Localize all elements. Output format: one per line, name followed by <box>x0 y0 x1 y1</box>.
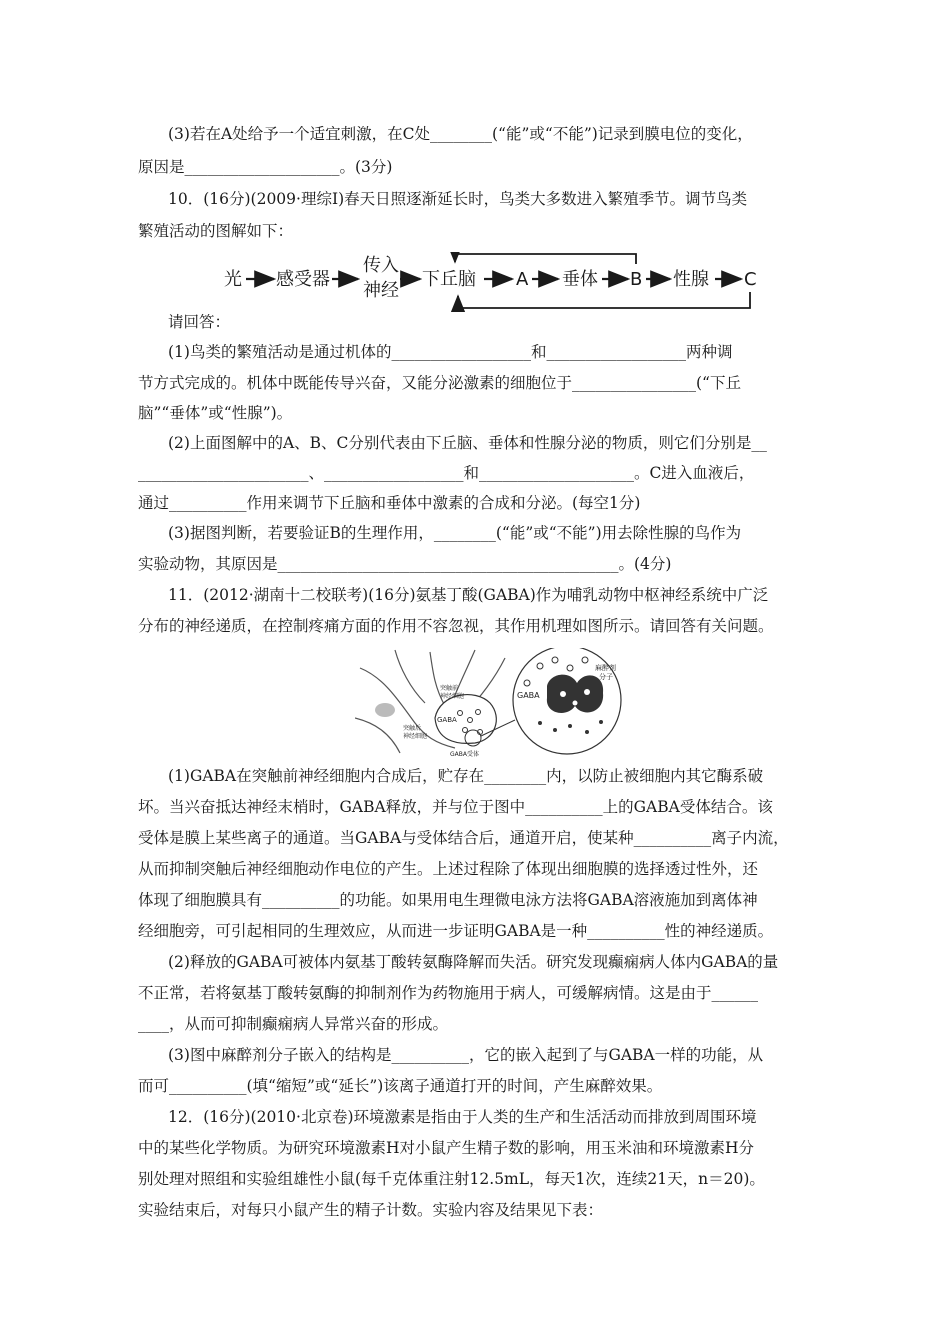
label-gaba: GABA <box>517 691 540 700</box>
q11-part1-line1: (1)GABA在突触前神经细胞内合成后，贮存在________内，以防止被细胞内其它酶系破 <box>168 767 764 785</box>
label-postsynaptic-1: 突触后 <box>403 725 422 732</box>
q11-stem-line2: 分布的神经递质，在控制疼痛方面的作用不容忽视，其作用机理如图所示。请回答有关问题。 <box>138 617 774 635</box>
label-presynaptic-2: 神经细胞 <box>440 693 465 700</box>
node-receptor: 感受器 <box>276 269 330 290</box>
node-b: B <box>630 269 643 290</box>
q12-stem-line1: 12．(16分)(2010·北京卷)环境激素是指由于人类的生产和生活活动而排放到周围环境 <box>168 1108 757 1126</box>
node-c: C <box>744 269 757 290</box>
q11-part3-line1: (3)图中麻醉剂分子嵌入的结构是__________，它的嵌入起到了与GABA一样的功能，从 <box>168 1046 764 1064</box>
q10-stem-line1: 10．(16分)(2009·理综Ⅰ)春天日照逐渐延长时，鸟类大多数进入繁殖季节。调节鸟类 <box>168 190 748 208</box>
q11-part2-line3: ____，从而可抑制癫痫病人异常兴奋的形成。 <box>138 1015 449 1033</box>
q10-stem-line2: 繁殖活动的图解如下： <box>138 222 294 240</box>
q11-part1-line4: 从而抑制突触后神经细胞动作电位的产生。上述过程除了体现出细胞膜的选择透过性外，还 <box>138 860 759 878</box>
q11-part2-line2: 不正常，若将氨基丁酸转氨酶的抑制剂作为药物施用于病人，可缓解病情。这是由于______ <box>138 984 759 1002</box>
q12-stem-line3: 别处理对照组和实验组雄性小鼠(每千克体重注射12.5mL，每天1次，连续21天，n＝20)。 <box>138 1170 765 1188</box>
label-anesthetic-1: 麻醉剂 <box>595 664 616 672</box>
node-hypothalamus: 下丘脑 <box>422 269 476 290</box>
node-a: A <box>516 269 529 290</box>
q11-part1-line2: 坏。当兴奋抵达神经末梢时，GABA释放，并与位于图中__________上的GABA受体结合。该 <box>138 798 773 816</box>
label-anesthetic-2: 分子 <box>599 673 613 681</box>
node-gonad: 性腺 <box>673 269 709 290</box>
label-postsynaptic-2: 神经细胞 <box>403 733 428 740</box>
q11-part2-line1: (2)释放的GABA可被体内氨基丁酸转氨酶降解而失活。研究发现癫痫病人体内GABA的量 <box>168 953 779 971</box>
q10-prompt: 请回答： <box>168 313 231 331</box>
feedback-arrow-top <box>455 254 636 264</box>
q12-stem-line2: 中的某些化学物质。为研究环境激素H对小鼠产生精子数的影响，用玉米油和环境激素H分 <box>138 1139 755 1157</box>
q10-part2-line2: ______________________、__________________和____________________。C进入血液后， <box>138 464 755 482</box>
q10-part2-line1: (2)上面图解中的A、B、C分别代表由下丘脑、垂体和性腺分泌的物质，则它们分别是__ <box>168 434 767 452</box>
q12-stem-line4: 实验结束后，对每只小鼠产生的精子计数。实验内容及结果见下表： <box>138 1201 604 1219</box>
gaba-synapse-figure <box>355 648 635 758</box>
q10-part3-line2: 实验动物，其原因是____________________________________________。(4分) <box>138 555 672 573</box>
q11-part3-line2: 而可__________(填“缩短”或“延长”)该离子通道打开的时间，产生麻醉效果。 <box>138 1077 663 1095</box>
feedback-arrow-bottom <box>458 292 750 308</box>
q10-part3-line1: (3)据图判断，若要验证B的生理作用，________(“能”或“不能”)用去除性腺的鸟作为 <box>168 524 742 542</box>
q11-part1-line6: 经细胞旁，可引起相同的生理效应，从而进一步证明GABA是一种__________性的神经递质。 <box>138 922 774 940</box>
q10-part1-line1: (1)鸟类的繁殖活动是通过机体的__________________和__________________两种调 <box>168 343 733 361</box>
q9-part3-line1: (3)若在A处给予一个适宜刺激，在C处________(“能”或“不能”)记录到膜电位的变化， <box>168 125 753 143</box>
q10-part1-line3: 脑”“垂体”或“性腺”)。 <box>138 404 293 422</box>
q9-part3-line2: 原因是____________________。(3分) <box>138 158 393 176</box>
q10-part1-line2: 节方式完成的。机体中既能传导兴奋，又能分泌激素的细胞位于________________(“下丘 <box>138 374 741 392</box>
label-gaba-receptor: GABA受体 <box>450 751 479 758</box>
node-light: 光 <box>224 269 242 290</box>
q11-stem-line1: 11．(2012·湖南十二校联考)(16分)氨基丁酸(GABA)作为哺乳动物中枢神经系统中广泛 <box>168 586 769 604</box>
q10-part2-line3: 通过__________作用来调节下丘脑和垂体中激素的合成和分泌。(每空1分) <box>138 494 641 512</box>
node-afferent-bottom: 神经 <box>363 280 399 301</box>
q11-part1-line5: 体现了细胞膜具有__________的功能。如果用电生理微电泳方法将GABA溶液施加到离体神 <box>138 891 758 909</box>
node-afferent-top: 传入 <box>363 255 399 276</box>
label-gaba-small: GABA <box>437 716 457 724</box>
node-pituitary: 垂体 <box>562 269 598 290</box>
breeding-regulation-diagram <box>220 252 780 314</box>
q11-part1-line3: 受体是膜上某些离子的通道。当GABA与受体结合后，通道开启，使某种__________离子内流， <box>138 829 789 847</box>
label-presynaptic-1: 突触前 <box>440 685 459 692</box>
